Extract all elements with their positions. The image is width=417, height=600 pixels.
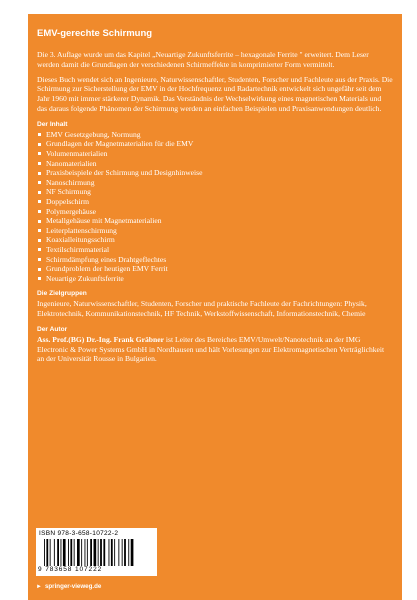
isbn-digits: 9 783658 107222 <box>38 566 103 573</box>
audience-heading: Die Zielgruppen <box>37 290 87 298</box>
list-item: Grundproblem der heutigen EMV Ferrit <box>37 264 393 274</box>
list-item: Koaxialleitungsschirm <box>37 235 393 245</box>
list-item: Grundlagen der Magnetmaterialien für die EMV <box>37 139 393 149</box>
isbn-label: ISBN 978-3-658-10722-2 <box>39 530 119 537</box>
list-item: NF Schirmung <box>37 187 393 197</box>
list-item: Nanoschirmung <box>37 178 393 188</box>
list-item: Doppelschirm <box>37 197 393 207</box>
barcode-graphic <box>44 539 152 566</box>
publisher-footer <box>36 583 101 590</box>
orange-panel <box>28 14 402 600</box>
contents-list <box>37 130 393 284</box>
contents-heading: Der Inhalt <box>37 120 68 128</box>
author-name: Ass. Prof.(BG) Dr.-Ing. Frank Gräbner <box>37 334 164 344</box>
list-item: Neuartige Zukunftsferrite <box>37 274 393 284</box>
author-text: ist Leiter des Bereiches EMV/Umwelt/Nanotechnik an der IMG Electronic & Power Systems GmbH in Nordhausen und hält Vorlesungen zur Elektromagnetischen Verträglichkeit an der Universität Rousse in Bulgarien. <box>37 334 385 364</box>
text-block <box>37 28 393 369</box>
isbn-barcode-box <box>36 528 157 576</box>
publisher-url[interactable]: springer-vieweg.de <box>44 583 102 590</box>
list-item: Schirmdämpfung eines Drahtgeflechtes <box>37 255 393 265</box>
list-item: Nanomaterialien <box>37 159 393 169</box>
list-item: Polymergehäuse <box>37 207 393 217</box>
arrow-icon: ► <box>36 583 42 590</box>
list-item: EMV Gesetzgebung, Normung <box>37 130 393 140</box>
intro-paragraph-1: Die 3. Auflage wurde um das Kapitel „Neuartige Zukunftsferrite – hexagonale Ferrite " erweitert. Dem Leser werden damit die Grundlagen der verschiedenen Schirmeffekte in komprimierter Form vermittelt. <box>37 50 369 69</box>
list-item: Textilschirmmaterial <box>37 245 393 255</box>
list-item: Metallgehäuse mit Magnetmaterialien <box>37 216 393 226</box>
author-heading: Der Autor <box>37 325 68 333</box>
audience-text: Ingenieure, Naturwissenschaftler, Studenten, Forscher und praktische Fachleute der Fachrichtungen: Physik, Elektrotechnik, Kommunikationstechnik, HF Technik, Werkstoffwissenschaft, Informationstechnik, Chemie <box>37 299 367 319</box>
list-item: Leiterplattenschirmung <box>37 226 393 236</box>
author-bio <box>37 335 393 364</box>
list-item: Praxisbeispiele der Schirmung und Designhinweise <box>37 168 393 178</box>
intro-paragraph-2: Dieses Buch wendet sich an Ingenieure, Naturwissenschaftler, Studenten, Forscher und Fachleute aus der Praxis. Die Schirmung zur Sicherstellung der EMV in der Hochfrequenz und Radartechnik entwickelt sich ungefähr seit dem Jahr 1960 mit immer stärkerer Dynamik. Das Verständnis der Wechselwirkung eines magnetischen Materials und das daraus folgende Phänomen der Schirmung werden an einfachen Beispielen und Praxisanwendungen deutlich. <box>37 74 393 113</box>
list-item: Volumenmaterialien <box>37 149 393 159</box>
book-title: EMV-gerechte Schirmung <box>37 28 153 39</box>
